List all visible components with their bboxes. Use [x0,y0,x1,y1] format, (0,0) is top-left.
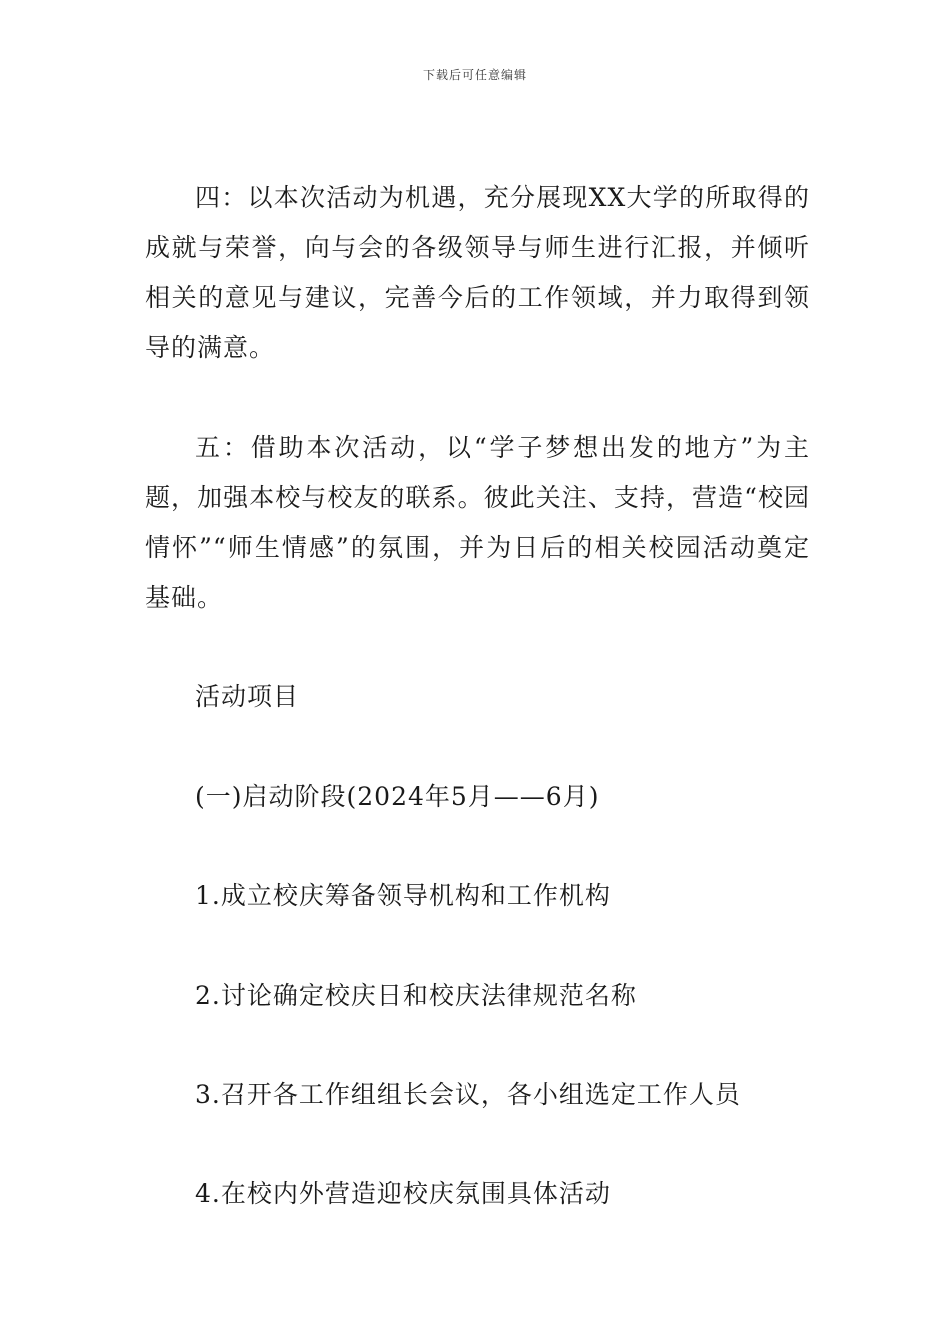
paragraph-5: 五：借助本次活动，以“学子梦想出发的地方”为主题，加强本校与校友的联系。彼此关注、支持，营造“校园情怀”“师生情感”的氛围，并为日后的相关校园活动奠定基础。 [145,433,810,612]
list-item-1: 1.成立校庆筹备领导机构和工作机构 [195,881,611,910]
section-title: 活动项目 [195,682,300,711]
phase-title: (一)启动阶段(2024年5月——6月) [195,782,600,811]
list-item-3: 3.召开各工作组组长会议，各小组选定工作人员 [195,1080,741,1109]
list-item-2: 2.讨论确定校庆日和校庆法律规范名称 [195,981,637,1010]
list-item-4: 4.在校内外营造迎校庆氛围具体活动 [195,1179,611,1208]
header-note: 下载后可任意编辑 [422,68,527,82]
paragraph-4: 四：以本次活动为机遇，充分展现XX大学的所取得的成就与荣誉，向与会的各级领导与师生进行汇报，并倾听相关的意见与建议，完善今后的工作领域，并力取得到领导的满意。 [145,183,810,362]
